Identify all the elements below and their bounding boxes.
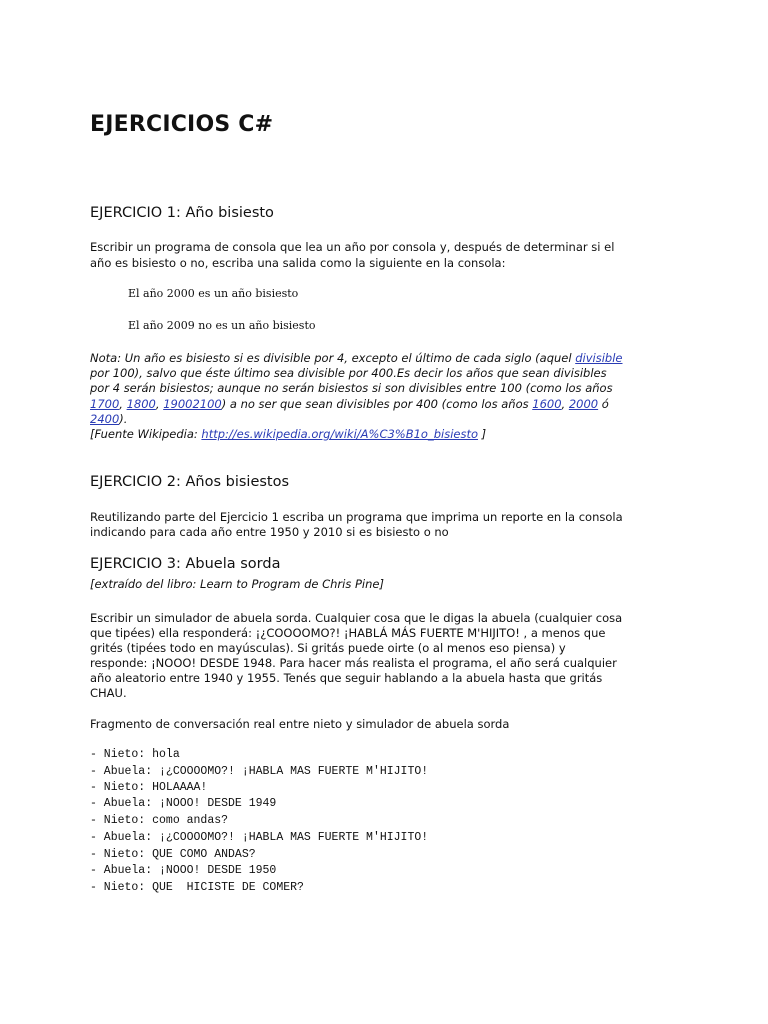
exercise-2-line-2: indicando para cada año entre 1950 y 2010 si es bisiesto o no [90, 525, 449, 539]
note-text: ] [478, 427, 487, 441]
link-19002100[interactable]: 19002100 [163, 397, 222, 411]
conversation-line: - Abuela: ¡¿COOOOMO?! ¡HABLA MAS FUERTE M'HIJITO! [90, 831, 429, 844]
exercise-1-heading: EJERCICIO 1: Año bisiesto [90, 205, 274, 221]
conversation-line: - Nieto: QUE HICISTE DE COMER? [90, 881, 304, 894]
link-2400[interactable]: 2400 [90, 412, 120, 426]
exercise-2-line-1: Reutilizando parte del Ejercicio 1 escriba un programa que imprima un reporte en la consola [90, 510, 623, 524]
note-line-1 [90, 351, 690, 366]
note-line-3: por 4 serán bisiestos; aunque no serán bisiestos si son divisibles entre 100 (como los años [90, 381, 613, 395]
exercise-3-line: CHAU. [90, 686, 127, 700]
exercise-3-source: [extraído del libro: Learn to Program de Chris Pine] [90, 577, 384, 591]
link-1600[interactable]: 1600 [532, 397, 562, 411]
note-text: ). [119, 412, 128, 426]
link-1700[interactable]: 1700 [90, 397, 120, 411]
link-1800[interactable]: 1800 [126, 397, 156, 411]
conversation-line: - Nieto: QUE COMO ANDAS? [90, 848, 256, 861]
exercise-3-line: Escribir un simulador de abuela sorda. Cualquier cosa que le digas la abuela (cualquier cosa [90, 611, 623, 625]
exercise-1-output-example-1: El año 2000 es un año bisiesto [128, 287, 299, 300]
note-line-5 [90, 412, 690, 427]
conversation-line: - Abuela: ¡NOOO! DESDE 1950 [90, 864, 277, 877]
page-title: EJERCICIOS C# [90, 112, 274, 137]
exercise-1-output-example-2: El año 2009 no es un año bisiesto [128, 319, 316, 332]
note-separator: , [561, 397, 569, 411]
conversation-line: - Nieto: como andas? [90, 814, 229, 827]
note-line-2: por 100), salvo que éste último sea divisible por 400.Es decir los años que sean divisibles [90, 366, 607, 380]
note-text: [Fuente Wikipedia: [90, 427, 202, 441]
exercise-1-intro-line-2: año es bisiesto o no, escriba una salida como la siguiente en la consola: [90, 256, 506, 270]
exercise-3-line: grités (tipées todo en mayúsculas). Si gritás puede oirte (o al menos eso piensa) y [90, 641, 566, 655]
exercise-1-intro-line-1: Escribir un programa de consola que lea un año por consola y, después de determinar si el [90, 240, 615, 254]
link-divisible[interactable]: divisible [575, 351, 623, 365]
note-separator: , [119, 397, 127, 411]
note-line-4 [90, 397, 690, 412]
conversation-line: - Abuela: ¡¿COOOOMO?! ¡HABLA MAS FUERTE M'HIJITO! [90, 765, 429, 778]
exercise-3-line: que tipées) ella responderá: ¡¿COOOOMO?! ¡HABLÁ MÁS FUERTE M'HIJITO! , a menos que [90, 626, 606, 640]
exercise-3-line: año aleatorio entre 1940 y 1955. Tenés que seguir hablando a la abuela hasta que gritás [90, 671, 603, 685]
note-text: ó [598, 397, 609, 411]
exercise-3-heading: EJERCICIO 3: Abuela sorda [90, 556, 281, 572]
link-2000[interactable]: 2000 [568, 397, 599, 411]
note-text: ) a no ser que sean divisibles por 400 (como los años [221, 397, 533, 411]
exercise-3-line: responde: ¡NOOO! DESDE 1948. Para hacer más realista el programa, el año será cualquier [90, 656, 617, 670]
note-text: Nota: Un año es bisiesto si es divisible por 4, excepto el último de cada siglo (aquel [90, 351, 576, 365]
note-separator: , [155, 397, 164, 411]
conversation-line: - Nieto: hola [90, 748, 180, 761]
exercise-2-heading: EJERCICIO 2: Años bisiestos [90, 474, 290, 490]
link-wikipedia[interactable]: http://es.wikipedia.org/wiki/A%C3%B1o_bisiesto [201, 427, 479, 441]
conversation-line: - Nieto: HOLAAAA! [90, 781, 208, 794]
conversation-intro: Fragmento de conversación real entre nieto y simulador de abuela sorda [90, 717, 510, 731]
note-line-6 [90, 427, 690, 442]
conversation-line: - Abuela: ¡NOOO! DESDE 1949 [90, 797, 277, 810]
